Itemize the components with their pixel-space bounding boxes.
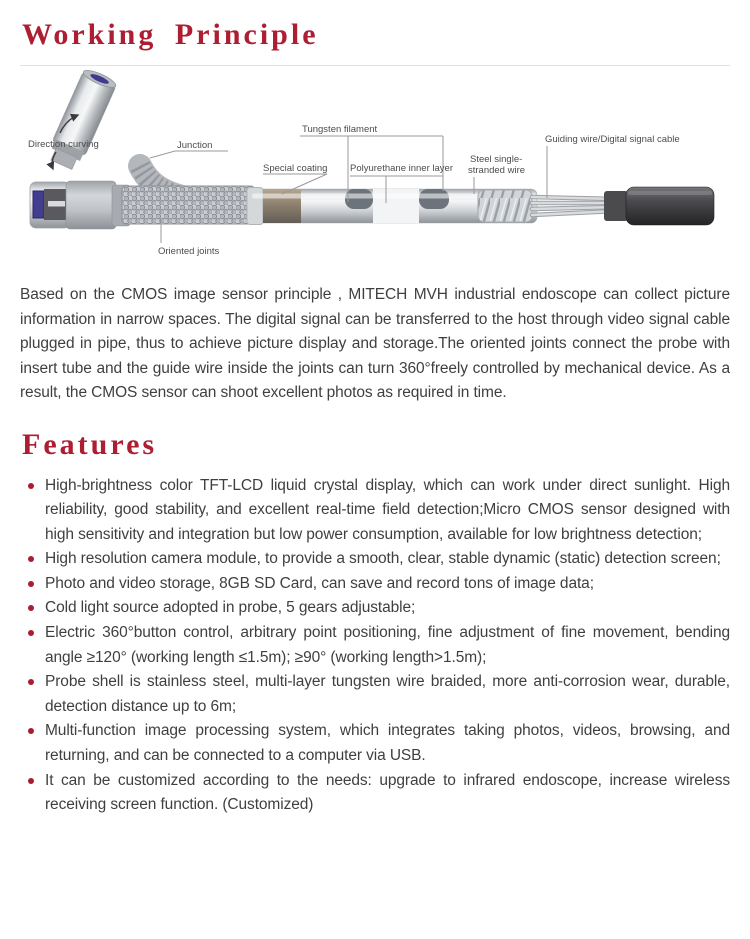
bullet-dot [28,679,34,685]
endoscope-diagram-svg [20,70,730,262]
bent-probe-tip [45,70,118,172]
feature-text: High resolution camera module, to provide a smooth, clear, stable dynamic (static) detection screen; [45,550,721,568]
label-oriented-joints: Oriented joints [158,246,220,257]
label-steel-wire-2: stranded wire [468,165,526,176]
feature-item [20,621,730,670]
working-principle-title: Working Principle [22,18,319,51]
features-title: Features [22,427,158,461]
feature-text: Cold light source adopted in probe, 5 gears adjustable; [45,599,416,617]
label-junction: Junction [177,140,213,151]
feature-item [20,572,730,597]
feature-text: Probe shell is stainless steel, multi-layer tungsten wire braided, more anti-corrosion wear, durable, detection distance up to 6m; [45,673,730,715]
document-page [0,18,750,818]
oriented-joints-tube [122,186,255,224]
label-tungsten-filament: Tungsten filament [302,124,378,135]
bullet-dot [28,630,34,636]
signal-cable [604,187,714,225]
feature-item [20,474,730,548]
label-special-coating: Special coating [263,163,328,174]
endoscope-diagram [20,70,730,267]
junction-leader [150,151,228,158]
guiding-wires [532,197,616,215]
feature-item [20,719,730,768]
feature-item [20,769,730,818]
label-direction-curving: Direction curving [28,139,99,150]
bullet-dot [28,581,34,587]
working-principle-paragraph: Based on the CMOS image sensor principle , MITECH MVH industrial endoscope can collect picture information in narrow spaces. The digital signal can be transferred to the host through video signal cable plugged in pipe, thus to achieve picture display and storage.The oriented joints connect the probe with insert tube and the guide wire inside the joints can turn 360°freely controlled by mechanical device. As a result, the CMOS sensor can shoot excellent photos as required in time. [20,286,730,401]
feature-item [20,670,730,719]
probe-head [30,181,130,229]
features-list [20,474,730,818]
feature-text: Electric 360°button control, arbitrary point positioning, fine adjustment of fine movement, bending angle ≥120° (working length ≤1.5m); ≥90° (working length>1.5m); [45,624,730,666]
bullet-dot [28,605,34,611]
feature-item [20,596,730,621]
bullet-dot [28,483,34,489]
feature-text: Photo and video storage, 8GB SD Card, can save and record tons of image data; [45,574,594,592]
bullet-dot [28,556,34,562]
label-steel-wire-1: Steel single- [470,154,523,165]
label-polyurethane: Polyurethane inner layer [350,163,453,174]
feature-text: Multi-function image processing system, which integrates taking photos, videos, browsing, and returning, and can be connected to a computer via USB. [45,722,730,765]
bullet-dot [28,728,34,734]
bullet-dot [28,778,34,784]
title-divider [20,65,730,66]
label-guiding-wire: Guiding wire/Digital signal cable [545,134,680,145]
feature-item [20,547,730,572]
feature-text: High-brightness color TFT-LCD liquid crystal display, which can work under direct sunlight. High reliability, good stability, and excellent real-time field detection;Micro CMOS sensor designed with high sensitivity and integration but low power consumption, available for low brightness detection; [45,476,730,543]
feature-text: It can be customized according to the needs: upgrade to infrared endoscope, increase wireless receiving screen function. (Customized) [45,771,730,814]
steel-wire-section [478,190,532,222]
